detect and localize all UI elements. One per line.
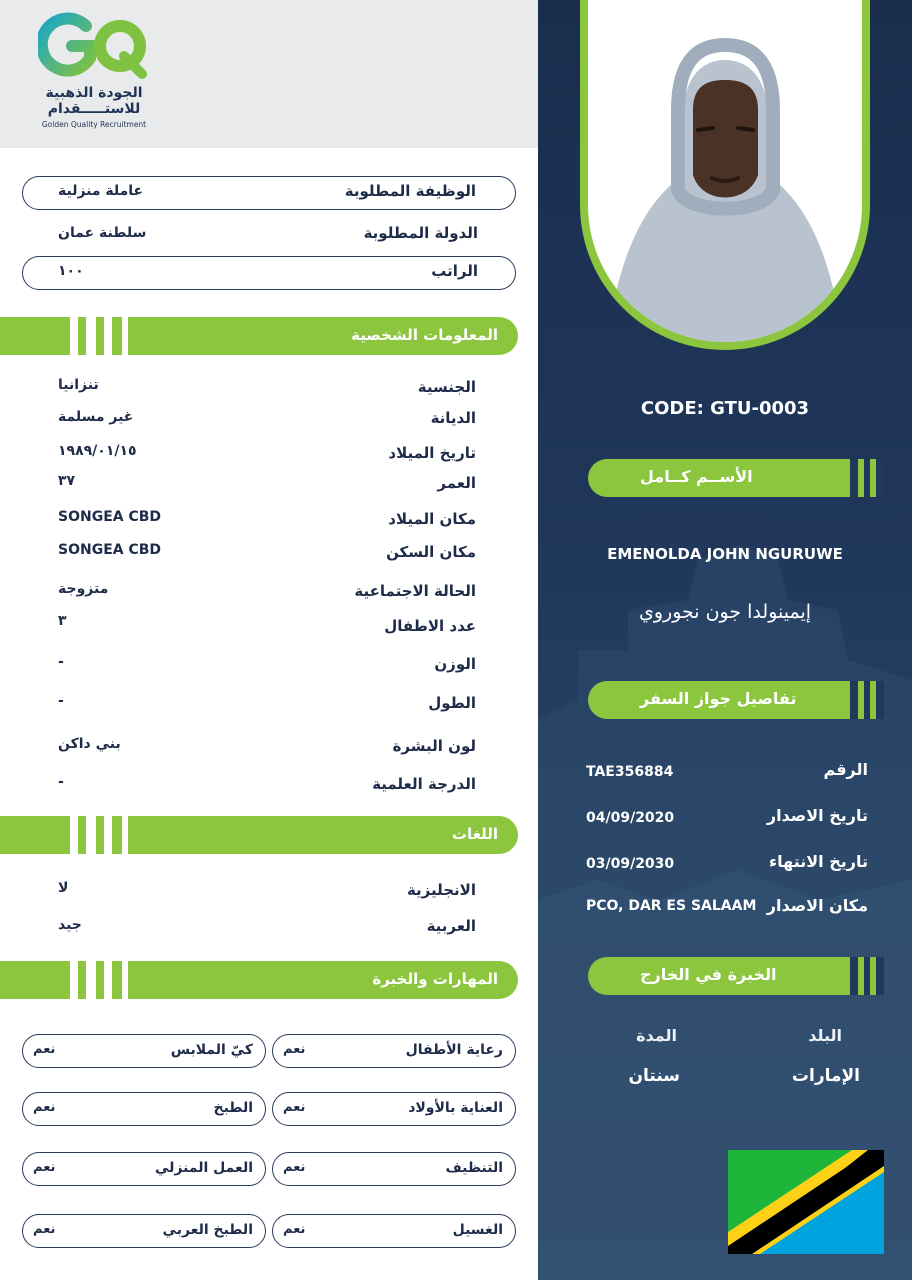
children-label: عدد الاطفال xyxy=(384,617,476,635)
candidate-photo xyxy=(588,0,862,342)
weight-label: الوزن xyxy=(434,655,476,673)
country-value: سلطنة عمان xyxy=(58,225,147,241)
personal-info-title: المعلومات الشخصية xyxy=(351,326,498,344)
english-value: لا xyxy=(58,880,69,896)
skin-color-value: بني داكن xyxy=(58,736,121,752)
job-label: الوظيفة المطلوبة xyxy=(344,182,476,200)
skill-name: العناية بالأولاد xyxy=(408,1100,503,1116)
skill-item xyxy=(272,1214,516,1248)
skill-value: نعم xyxy=(283,1160,306,1175)
skill-name: الغسيل xyxy=(452,1222,503,1238)
marital-status-value: متزوجة xyxy=(58,581,109,597)
personal-info-header xyxy=(0,317,518,355)
experience-header xyxy=(588,957,884,995)
religion-label: الديانة xyxy=(430,409,476,427)
residence-value: SONGEA CBD xyxy=(58,542,162,558)
skill-value: نعم xyxy=(33,1222,56,1237)
issue-date-value: 04/09/2020 xyxy=(586,810,675,826)
skill-name: الطبخ العربي xyxy=(162,1222,253,1238)
salary-label: الراتب xyxy=(431,262,478,280)
skill-name: العمل المنزلي xyxy=(155,1160,253,1176)
age-label: العمر xyxy=(437,474,476,492)
issue-place-label: مكان الاصدار xyxy=(766,896,868,915)
experience-country: الإمارات xyxy=(791,1066,860,1086)
skill-item xyxy=(22,1214,266,1248)
skill-name: كيّ الملابس xyxy=(170,1042,253,1058)
skill-item xyxy=(22,1092,266,1126)
issue-place-value: PCO, DAR ES SALAAM xyxy=(586,898,757,914)
logo-english-name: Golden Quality Recruitment xyxy=(41,120,147,129)
arabic-name: إيمينولدا جون نجوروي xyxy=(638,601,812,623)
height-label: الطول xyxy=(428,694,476,712)
skill-item xyxy=(272,1034,516,1068)
skill-value: نعم xyxy=(33,1100,56,1115)
passport-title: تفاصيل جواز السفر xyxy=(640,689,797,708)
expiry-date-label: تاريخ الانتهاء xyxy=(768,852,868,871)
gq-logo-icon xyxy=(38,12,148,82)
residence-label: مكان السكن xyxy=(386,543,476,561)
salary-value: ١٠٠ xyxy=(58,263,84,279)
skill-item xyxy=(22,1034,266,1068)
birthplace-value: SONGEA CBD xyxy=(58,509,162,525)
arabic-value: جيد xyxy=(58,917,82,933)
skill-item xyxy=(272,1152,516,1186)
experience-country-header: البلد xyxy=(808,1026,842,1045)
birthdate-label: تاريخ الميلاد xyxy=(388,444,476,462)
weight-value: - xyxy=(58,654,64,670)
birthplace-label: مكان الميلاد xyxy=(388,510,476,528)
candidate-code: CODE: GTU-0003 xyxy=(640,398,810,419)
birthdate-value: ١٩٨٩/٠١/١٥ xyxy=(58,443,137,459)
passport-header xyxy=(588,681,884,719)
expiry-date-value: 03/09/2030 xyxy=(586,856,675,872)
education-value: - xyxy=(58,774,64,790)
skin-color-label: لون البشرة xyxy=(392,737,476,755)
skill-value: نعم xyxy=(33,1160,56,1175)
full-name-title: الأســم كــامل xyxy=(640,467,753,486)
skill-item xyxy=(22,1152,266,1186)
skill-item xyxy=(272,1092,516,1126)
country-label: الدولة المطلوبة xyxy=(363,224,478,242)
skill-value: نعم xyxy=(283,1222,306,1237)
arabic-label: العربية xyxy=(426,917,476,935)
skill-value: نعم xyxy=(283,1100,306,1115)
education-label: الدرجة العلمية xyxy=(372,775,476,793)
nationality-label: الجنسية xyxy=(417,378,476,396)
experience-title: الخبرة في الخارج xyxy=(640,965,777,984)
skill-value: نعم xyxy=(33,1042,56,1057)
logo-header xyxy=(0,0,538,148)
languages-title: اللغات xyxy=(451,825,498,843)
skill-name: الطبخ xyxy=(213,1100,253,1116)
experience-duration: سنتان xyxy=(628,1066,680,1086)
languages-header xyxy=(0,816,518,854)
right-panel xyxy=(538,0,912,1280)
experience-duration-header: المدة xyxy=(636,1026,677,1045)
religion-value: غير مسلمة xyxy=(58,409,134,425)
issue-date-label: تاريخ الاصدار xyxy=(766,806,868,825)
children-value: ٣ xyxy=(58,613,67,629)
skill-value: نعم xyxy=(283,1042,306,1057)
skill-name: التنظيف xyxy=(445,1160,503,1176)
tanzania-flag-icon xyxy=(728,1150,884,1254)
english-name: EMENOLDA JOHN NGURUWE xyxy=(607,545,843,563)
skills-header xyxy=(0,961,518,999)
nationality-value: تنزانيا xyxy=(58,377,99,393)
portrait-illustration-icon xyxy=(588,0,862,342)
full-name-header xyxy=(588,459,884,497)
age-value: ٣٧ xyxy=(58,473,76,489)
passport-number-label: الرقم xyxy=(823,760,868,779)
passport-number-value: TAE356884 xyxy=(586,764,674,780)
job-value: عاملة منزلية xyxy=(58,183,144,199)
height-value: - xyxy=(58,693,64,709)
english-label: الانجليزية xyxy=(406,881,476,899)
photo-frame xyxy=(580,0,870,350)
marital-status-label: الحالة الاجتماعية xyxy=(354,582,476,600)
skills-title: المهارات والخبرة xyxy=(372,970,498,988)
skill-name: رعاية الأطفال xyxy=(405,1042,503,1058)
logo-arabic-name: الجودة الذهبية للاستـــــقدام xyxy=(45,85,143,117)
